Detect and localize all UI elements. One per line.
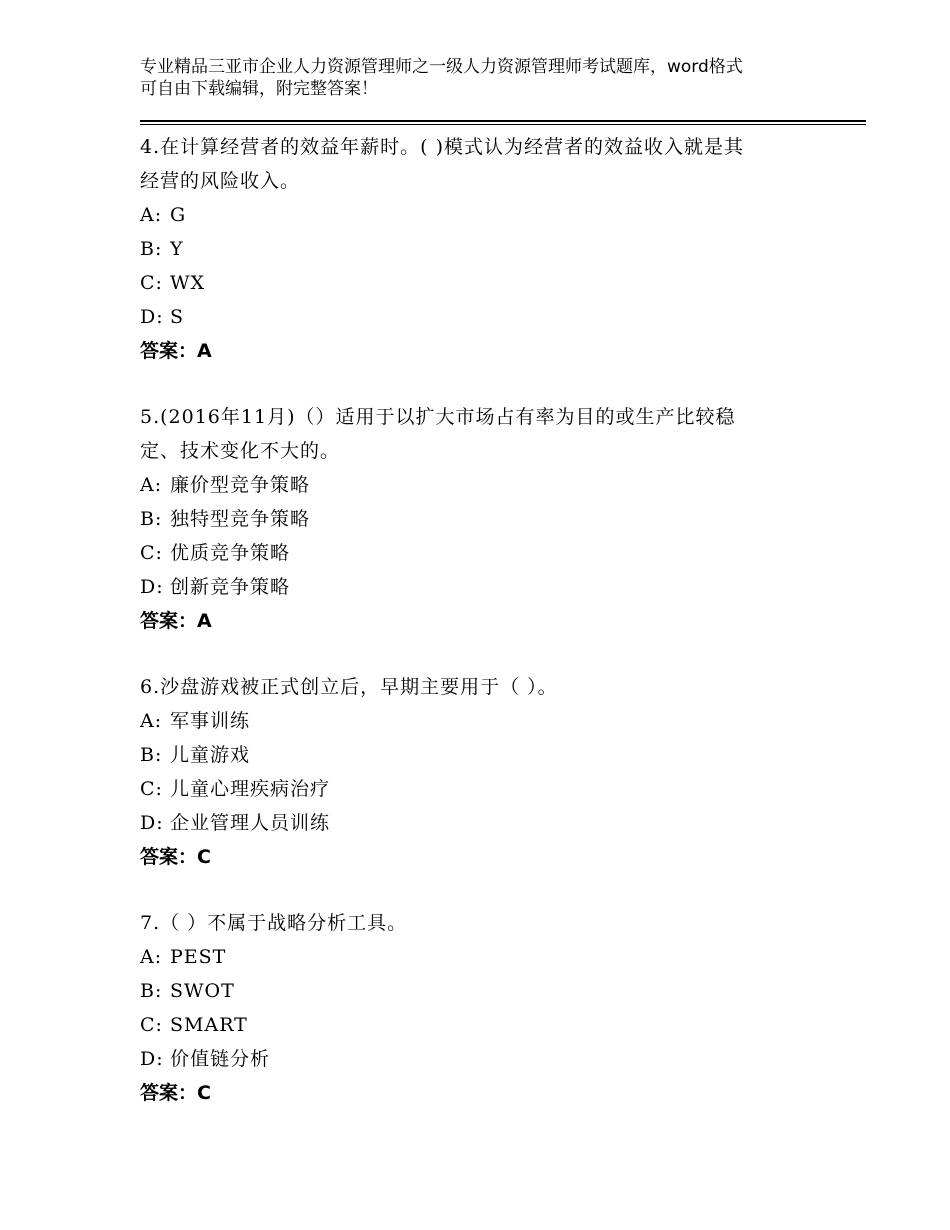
option-c xyxy=(140,772,820,806)
option-text: SMART xyxy=(170,1014,248,1036)
answer-line xyxy=(140,840,820,874)
option-d xyxy=(140,570,820,604)
question-7 xyxy=(140,906,820,1110)
option-text: Y xyxy=(170,238,184,260)
question-5 xyxy=(140,400,820,638)
header-divider xyxy=(140,120,866,125)
option-text: WX xyxy=(170,272,206,294)
option-text: 军事训练 xyxy=(170,710,251,732)
answer-label: 答案： xyxy=(140,340,198,362)
question-stem xyxy=(140,670,820,704)
option-key: D: xyxy=(140,576,164,598)
option-text: 价值链分析 xyxy=(170,1048,271,1070)
option-b xyxy=(140,502,820,536)
option-b xyxy=(140,738,820,772)
option-text: 优质竞争策略 xyxy=(170,542,291,564)
option-b xyxy=(140,232,820,266)
option-key: C: xyxy=(140,778,163,800)
question-stem xyxy=(140,906,820,940)
option-key: B: xyxy=(140,238,163,260)
option-key: C: xyxy=(140,1014,163,1036)
stem-line-1: 6.沙盘游戏被正式创立后，早期主要用于（ ）。 xyxy=(140,676,558,698)
option-text: PEST xyxy=(170,946,227,968)
question-stem xyxy=(140,130,820,198)
option-key: A: xyxy=(140,204,163,226)
stem-line-2: 定、技术变化不大的。 xyxy=(140,440,341,462)
answer-label: 答案： xyxy=(140,846,198,868)
stem-line-1: 4.在计算经营者的效益年薪时。( )模式认为经营者的效益收入就是其 xyxy=(140,136,744,158)
option-key: C: xyxy=(140,542,163,564)
answer-line xyxy=(140,1076,820,1110)
question-list xyxy=(140,130,820,1142)
question-6 xyxy=(140,670,820,874)
answer-value: C xyxy=(197,1082,211,1104)
option-key: D: xyxy=(140,1048,164,1070)
question-stem xyxy=(140,400,820,468)
option-text: 企业管理人员训练 xyxy=(170,812,331,834)
option-d xyxy=(140,1042,820,1076)
option-text: SWOT xyxy=(170,980,235,1002)
option-a xyxy=(140,198,820,232)
option-text: S xyxy=(170,306,185,328)
option-key: B: xyxy=(140,508,163,530)
answer-label: 答案： xyxy=(140,1082,198,1104)
option-key: D: xyxy=(140,306,164,328)
option-text: 廉价型竞争策略 xyxy=(170,474,311,496)
option-text: 儿童游戏 xyxy=(170,744,251,766)
option-text: G xyxy=(170,204,187,226)
option-text: 独特型竞争策略 xyxy=(170,508,311,530)
option-b xyxy=(140,974,820,1008)
answer-value: A xyxy=(197,340,212,362)
option-d xyxy=(140,806,820,840)
header-line-1: 专业精品三亚市企业人力资源管理师之一级人力资源管理师考试题库，word格式 xyxy=(140,57,743,77)
option-key: D: xyxy=(140,812,164,834)
option-a xyxy=(140,468,820,502)
option-d xyxy=(140,300,820,334)
answer-line xyxy=(140,604,820,638)
option-key: A: xyxy=(140,710,163,732)
option-key: C: xyxy=(140,272,163,294)
option-a xyxy=(140,704,820,738)
option-key: B: xyxy=(140,744,163,766)
option-key: A: xyxy=(140,946,163,968)
answer-value: C xyxy=(197,846,211,868)
stem-line-2: 经营的风险收入。 xyxy=(140,170,301,192)
header-line-2: 可自由下载编辑，附完整答案！ xyxy=(140,79,378,99)
answer-line xyxy=(140,334,820,368)
document-header xyxy=(140,56,840,100)
option-c xyxy=(140,1008,820,1042)
option-key: A: xyxy=(140,474,163,496)
stem-line-1: 7.（ ）不属于战略分析工具。 xyxy=(140,912,408,934)
answer-label: 答案： xyxy=(140,610,198,632)
stem-line-1: 5.(2016年11月)（）适用于以扩大市场占有率为目的或生产比较稳 xyxy=(140,406,736,428)
option-a xyxy=(140,940,820,974)
option-text: 创新竞争策略 xyxy=(170,576,291,598)
option-text: 儿童心理疾病治疗 xyxy=(170,778,331,800)
answer-value: A xyxy=(197,610,212,632)
option-c xyxy=(140,536,820,570)
option-c xyxy=(140,266,820,300)
question-4 xyxy=(140,130,820,368)
option-key: B: xyxy=(140,980,163,1002)
